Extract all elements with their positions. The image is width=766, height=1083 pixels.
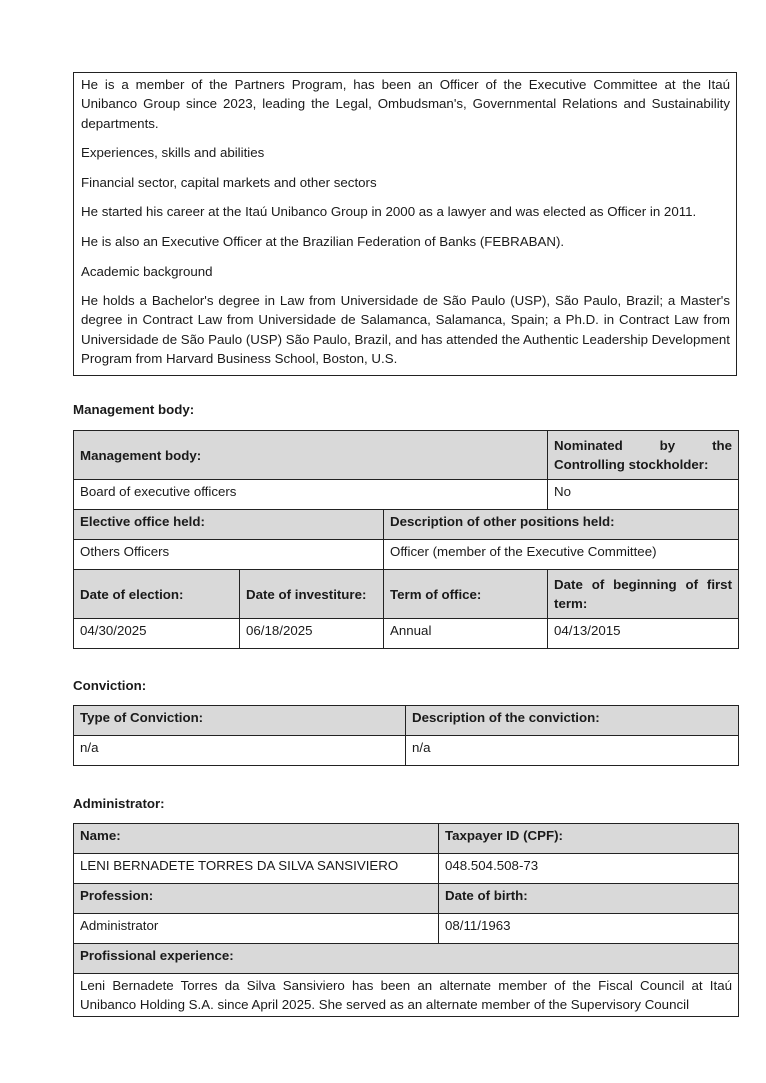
conviction-description-header: Description of the conviction: — [406, 706, 739, 736]
bio-febraban: He is also an Executive Officer at the Brazilian Federation of Banks (FEBRABAN). — [81, 233, 565, 249]
other-positions-header: Description of other positions held: — [384, 510, 739, 540]
experience-value: Leni Bernadete Torres da Silva Sansiviero has been an alternate member of the Fiscal Council at Itaú Unibanco Holding S.A. since April 2025. She served as an alternate member of the Supervisory Council — [74, 974, 739, 1017]
bio-heading-academic: Academic background — [81, 263, 213, 279]
administrator-table — [73, 823, 739, 1017]
bio-heading-experiences: Experiences, skills and abilities — [81, 145, 265, 161]
birth-date-value: 08/11/1963 — [439, 914, 739, 944]
first-term-header: Date of beginning of first term: — [548, 570, 739, 619]
cpf-header: Taxpayer ID (CPF): — [439, 824, 739, 854]
administrator-section-title: Administrator: — [73, 796, 165, 811]
bio-academic-detail: He holds a Bachelor's degree in Law from Universidade de São Paulo (USP), São Paulo, Brazil; a Master's degree in Contract Law from Universidade de Salamanca, Salamanca, Spain; a Ph.D. in Contract Law from Universidade de São Paulo (USP) São Paulo, Brazil, and has attended the Authentic Leadership Development Program from Harvard Business School, Boston, U.S. — [81, 293, 731, 367]
investiture-date-value: 06/18/2025 — [240, 619, 384, 649]
management-body-header: Management body: — [74, 431, 548, 480]
nominated-value: No — [548, 480, 739, 510]
nominated-header: Nominated by the Controlling stockholder: — [548, 431, 739, 480]
birth-date-header: Date of birth: — [439, 884, 739, 914]
elective-office-value: Others Officers — [74, 540, 384, 570]
administrator-name-value: LENI BERNADETE TORRES DA SILVA SANSIVIERO — [74, 854, 439, 884]
term-of-office-header: Term of office: — [384, 570, 548, 619]
biography-box — [73, 72, 737, 376]
management-table — [73, 430, 739, 649]
first-term-value: 04/13/2015 — [548, 619, 739, 649]
elective-office-header: Elective office held: — [74, 510, 384, 540]
bio-sectors: Financial sector, capital markets and other sectors — [81, 174, 377, 190]
profession-header: Profession: — [74, 884, 439, 914]
conviction-type-value: n/a — [74, 736, 406, 766]
management-body-value: Board of executive officers — [74, 480, 548, 510]
management-section-title: Management body: — [73, 402, 195, 417]
election-date-header: Date of election: — [74, 570, 240, 619]
conviction-description-value: n/a — [406, 736, 739, 766]
bio-career-start: He started his career at the Itaú Unibanco Group in 2000 as a lawyer and was elected as Officer in 2011. — [81, 204, 697, 220]
term-of-office-value: Annual — [384, 619, 548, 649]
conviction-table — [73, 705, 739, 766]
other-positions-value: Officer (member of the Executive Committee) — [384, 540, 739, 570]
election-date-value: 04/30/2025 — [74, 619, 240, 649]
cpf-value: 048.504.508-73 — [439, 854, 739, 884]
bio-paragraph-role: He is a member of the Partners Program, has been an Officer of the Executive Committee at the Itaú Unibanco Group since 2023, leading the Legal, Ombudsman's, Governmental Relations and Sustainability departments. — [81, 77, 730, 131]
administrator-name-header: Name: — [74, 824, 439, 854]
profession-value: Administrator — [74, 914, 439, 944]
conviction-type-header: Type of Conviction: — [74, 706, 406, 736]
investiture-date-header: Date of investiture: — [240, 570, 384, 619]
experience-header: Profissional experience: — [74, 944, 739, 974]
conviction-section-title: Conviction: — [73, 678, 147, 693]
